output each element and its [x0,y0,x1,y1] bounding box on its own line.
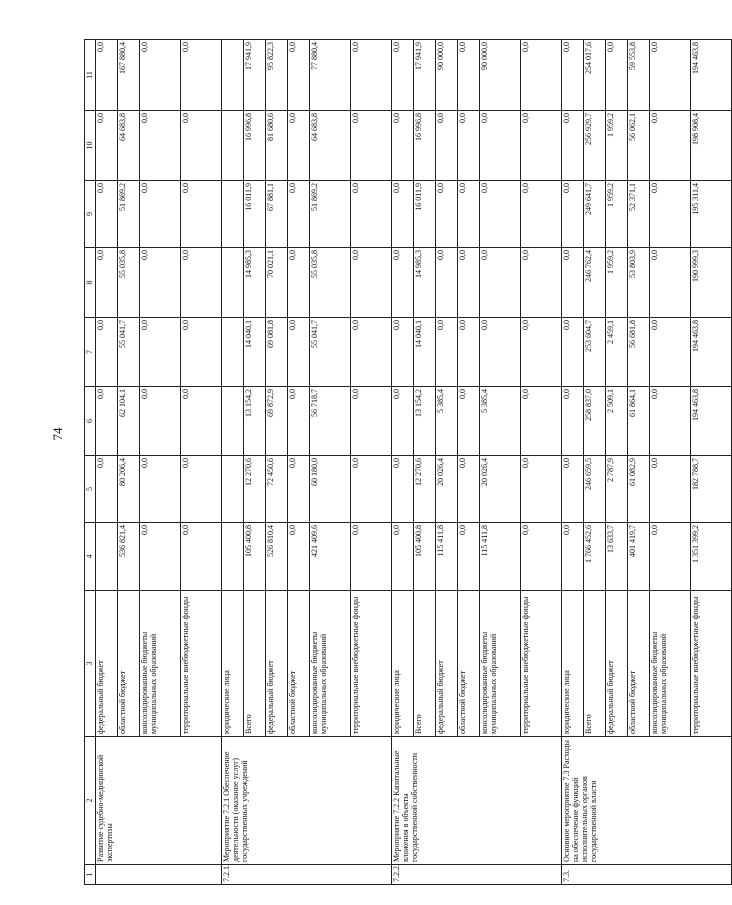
funding-source-cell: Всего [584,591,606,737]
value-cell: 0,0 [140,111,181,181]
value-cell: 0,0 [140,40,181,111]
value-cell: 182 788,7 [691,456,732,523]
column-header: 6 [85,387,96,456]
value-cell: 0,0 [562,387,584,456]
value-cell: 0,0 [392,318,414,387]
value-cell: 0,0 [140,181,181,248]
value-cell: 0,0 [96,181,118,248]
value-cell: 0,0 [140,318,181,387]
value-cell: 13 154,2 [414,387,436,456]
value-cell: 0,0 [96,456,118,523]
value-cell: 61 082,9 [628,456,650,523]
value-cell: 2 787,9 [606,456,628,523]
value-cell: 0,0 [181,523,222,591]
value-cell: 20 026,4 [436,456,458,523]
value-cell: 0,0 [606,40,628,111]
value-cell: 0,0 [288,387,310,456]
value-cell: 14 040,1 [244,318,266,387]
value-cell: 12 270,6 [244,456,266,523]
table-row [222,40,244,885]
table-body [85,40,732,885]
funding-source-cell: областной бюджет [288,591,310,737]
funding-source-cell: консолидированные бюджеты муниципальных образований [310,591,351,737]
value-cell: 0,0 [181,318,222,387]
value-cell: 0,0 [392,387,414,456]
value-cell: 0,0 [436,181,458,248]
value-cell: 64 683,8 [118,111,140,181]
value-cell: 0,0 [521,248,562,318]
value-cell [222,318,244,387]
value-cell: 0,0 [140,248,181,318]
table-row [96,40,118,885]
value-cell: 254 017,6 [584,40,606,111]
value-cell: 0,0 [650,318,691,387]
value-cell: 0,0 [458,387,480,456]
funding-source-cell: областной бюджет [118,591,140,737]
value-cell: 536 821,4 [118,523,140,591]
value-cell: 5 385,4 [436,387,458,456]
value-cell: 72 450,6 [266,456,288,523]
value-cell: 0,0 [288,318,310,387]
value-cell [222,456,244,523]
value-cell: 0,0 [351,181,392,248]
funding-source-cell: Всего [414,591,436,737]
value-cell: 16 011,9 [414,181,436,248]
column-header: 10 [85,111,96,181]
value-cell: 0,0 [351,523,392,591]
value-cell: 12 270,6 [414,456,436,523]
value-cell: 258 837,0 [584,387,606,456]
value-cell: 0,0 [480,318,521,387]
value-cell [222,40,244,111]
value-cell: 53 803,9 [628,248,650,318]
value-cell: 0,0 [351,248,392,318]
value-cell: 0,0 [140,456,181,523]
column-header: 7 [85,318,96,387]
funding-source-cell: областной бюджет [628,591,650,737]
value-cell: 5 385,4 [480,387,521,456]
value-cell [96,523,118,591]
item-name-cell: Развитие судебно-медицинской экспертизы [96,737,222,865]
value-cell: 0,0 [96,40,118,111]
value-cell: 0,0 [650,523,691,591]
table-row [562,40,584,885]
column-header: 3 [85,591,96,737]
value-cell: 0,0 [392,523,414,591]
value-cell: 105 400,8 [414,523,436,591]
value-cell: 0,0 [480,248,521,318]
value-cell: 55 041,7 [310,318,351,387]
value-cell: 0,0 [650,248,691,318]
value-cell: 56 062,1 [628,111,650,181]
value-cell: 198 908,4 [691,111,732,181]
funding-source-cell: федеральный бюджет [606,591,628,737]
value-cell: 20 026,4 [480,456,521,523]
value-cell: 0,0 [521,181,562,248]
value-cell: 14 985,3 [414,248,436,318]
item-name-cell: Мероприятие 7.2.1 Обеспечение деятельности (оказание услуг) государственных учреждений [222,737,392,865]
item-number-cell: 7.2.2. [392,865,562,885]
value-cell: 17 941,9 [244,40,266,111]
value-cell: 0,0 [562,523,584,591]
value-cell: 16 011,9 [244,181,266,248]
funding-source-cell: территориальные внебюджетные фонды [351,591,392,737]
item-number-cell [96,865,222,885]
value-cell: 246 659,5 [584,456,606,523]
value-cell: 90 000,0 [436,40,458,111]
rotated-page [84,40,700,885]
value-cell: 0,0 [96,318,118,387]
value-cell: 0,0 [351,40,392,111]
value-cell [222,248,244,318]
value-cell: 105 400,8 [244,523,266,591]
funding-source-cell: Всего [244,591,266,737]
funding-source-cell: федеральный бюджет [96,591,118,737]
value-cell: 0,0 [562,318,584,387]
value-cell: 0,0 [458,523,480,591]
value-cell: 0,0 [562,111,584,181]
column-header: 8 [85,248,96,318]
item-name-cell: Мероприятие 7.2.2 Капитальные вложения в объекты государственной собственности [392,737,562,865]
value-cell: 0,0 [288,248,310,318]
value-cell: 0,0 [392,248,414,318]
value-cell: 0,0 [521,523,562,591]
value-cell: 0,0 [140,387,181,456]
table-row [392,40,414,885]
value-cell: 0,0 [96,248,118,318]
value-cell: 55 035,8 [118,248,140,318]
value-cell: 0,0 [458,318,480,387]
funding-source-cell: консолидированные бюджеты муниципальных образований [650,591,691,737]
value-cell: 1 766 452,6 [584,523,606,591]
value-cell: 95 822,3 [266,40,288,111]
value-cell: 56 681,8 [628,318,650,387]
value-cell: 0,0 [351,111,392,181]
value-cell: 246 762,4 [584,248,606,318]
funding-source-cell: областной бюджет [458,591,480,737]
value-cell: 0,0 [650,181,691,248]
value-cell: 0,0 [181,387,222,456]
value-cell: 0,0 [436,318,458,387]
value-cell: 0,0 [436,248,458,318]
value-cell: 0,0 [351,456,392,523]
value-cell: 13 633,7 [606,523,628,591]
value-cell: 0,0 [288,523,310,591]
value-cell: 0,0 [521,456,562,523]
column-header: 11 [85,40,96,111]
value-cell: 115 411,8 [436,523,458,591]
value-cell: 0,0 [650,387,691,456]
header-row [85,40,96,885]
value-cell: 0,0 [458,40,480,111]
value-cell: 0,0 [288,40,310,111]
funding-source-cell: федеральный бюджет [436,591,458,737]
value-cell: 2 459,1 [606,318,628,387]
value-cell: 13 154,2 [244,387,266,456]
value-cell: 194 463,8 [691,40,732,111]
value-cell: 0,0 [181,456,222,523]
funding-source-cell: юридические лица [562,591,584,737]
value-cell: 0,0 [392,111,414,181]
value-cell: 80 206,4 [118,456,140,523]
column-header: 9 [85,181,96,248]
value-cell: 0,0 [521,387,562,456]
value-cell: 0,0 [181,248,222,318]
value-cell: 0,0 [650,456,691,523]
value-cell: 51 869,2 [310,181,351,248]
value-cell: 194 463,8 [691,387,732,456]
value-cell: 0,0 [181,111,222,181]
value-cell: 0,0 [562,181,584,248]
value-cell: 249 641,7 [584,181,606,248]
value-cell [222,181,244,248]
value-cell: 253 604,7 [584,318,606,387]
value-cell: 0,0 [458,111,480,181]
value-cell: 1 959,2 [606,181,628,248]
value-cell: 90 000,0 [480,40,521,111]
value-cell: 0,0 [650,111,691,181]
value-cell: 0,0 [650,40,691,111]
value-cell: 0,0 [458,456,480,523]
funding-source-cell: консолидированные бюджеты муниципальных образований [140,591,181,737]
value-cell: 69 081,8 [266,318,288,387]
value-cell: 195 311,4 [691,181,732,248]
value-cell: 0,0 [521,40,562,111]
value-cell: 77 880,4 [310,40,351,111]
value-cell: 52 371,1 [628,181,650,248]
item-number-cell: 7.2.1. [222,865,392,885]
value-cell: 0,0 [96,111,118,181]
value-cell: 0,0 [480,181,521,248]
value-cell [222,523,244,591]
value-cell: 0,0 [521,111,562,181]
value-cell: 16 996,8 [414,111,436,181]
funding-source-cell: юридические лица [392,591,414,737]
value-cell: 14 040,1 [414,318,436,387]
value-cell: 60 180,0 [310,456,351,523]
value-cell: 0,0 [181,40,222,111]
column-header: 5 [85,456,96,523]
value-cell: 70 021,1 [266,248,288,318]
value-cell: 0,0 [288,456,310,523]
value-cell: 0,0 [480,111,521,181]
value-cell: 56 718,7 [310,387,351,456]
funding-source-cell: федеральный бюджет [266,591,288,737]
value-cell: 0,0 [181,181,222,248]
value-cell: 190 999,3 [691,248,732,318]
budget-table [84,39,732,885]
page-number: 74 [50,427,65,441]
value-cell: 194 463,8 [691,318,732,387]
value-cell: 115 411,8 [480,523,521,591]
value-cell: 0,0 [392,40,414,111]
funding-source-cell: территориальные внебюджетные фонды [691,591,732,737]
funding-source-cell: территориальные внебюджетные фонды [521,591,562,737]
value-cell: 0,0 [288,181,310,248]
value-cell: 16 996,8 [244,111,266,181]
value-cell: 81 680,6 [266,111,288,181]
funding-source-cell: территориальные внебюджетные фонды [181,591,222,737]
value-cell: 0,0 [351,387,392,456]
item-number-cell: 7.3. [562,865,732,885]
value-cell: 51 869,2 [118,181,140,248]
value-cell: 526 810,4 [266,523,288,591]
value-cell: 67 881,1 [266,181,288,248]
column-header: 2 [85,737,96,865]
value-cell: 2 509,1 [606,387,628,456]
value-cell: 0,0 [351,318,392,387]
value-cell: 1 959,2 [606,111,628,181]
value-cell: 17 941,9 [414,40,436,111]
value-cell: 0,0 [392,181,414,248]
value-cell: 0,0 [458,248,480,318]
column-header: 1 [85,865,96,885]
value-cell: 59 553,8 [628,40,650,111]
value-cell: 0,0 [521,318,562,387]
value-cell: 0,0 [562,248,584,318]
value-cell: 0,0 [458,181,480,248]
value-cell: 256 929,7 [584,111,606,181]
value-cell [222,111,244,181]
value-cell: 0,0 [140,523,181,591]
value-cell: 0,0 [436,111,458,181]
value-cell: 55 041,7 [118,318,140,387]
value-cell: 0,0 [562,456,584,523]
value-cell: 401 419,7 [628,523,650,591]
value-cell: 0,0 [562,40,584,111]
value-cell: 62 104,1 [118,387,140,456]
funding-source-cell: консолидированные бюджеты муниципальных образований [480,591,521,737]
value-cell: 0,0 [392,456,414,523]
value-cell: 64 683,8 [310,111,351,181]
value-cell: 61 864,1 [628,387,650,456]
value-cell: 421 409,6 [310,523,351,591]
value-cell: 167 880,4 [118,40,140,111]
funding-source-cell: юридические лица [222,591,244,737]
value-cell: 0,0 [96,387,118,456]
item-name-cell: Основное мероприятие 7.3 Расходы на обеспечение функций исполнительных органов государственной власти [562,737,732,865]
column-header: 4 [85,523,96,591]
value-cell: 1 351 399,2 [691,523,732,591]
value-cell: 55 035,8 [310,248,351,318]
value-cell: 1 959,2 [606,248,628,318]
value-cell: 14 985,3 [244,248,266,318]
value-cell: 69 872,9 [266,387,288,456]
value-cell: 0,0 [288,111,310,181]
value-cell [222,387,244,456]
